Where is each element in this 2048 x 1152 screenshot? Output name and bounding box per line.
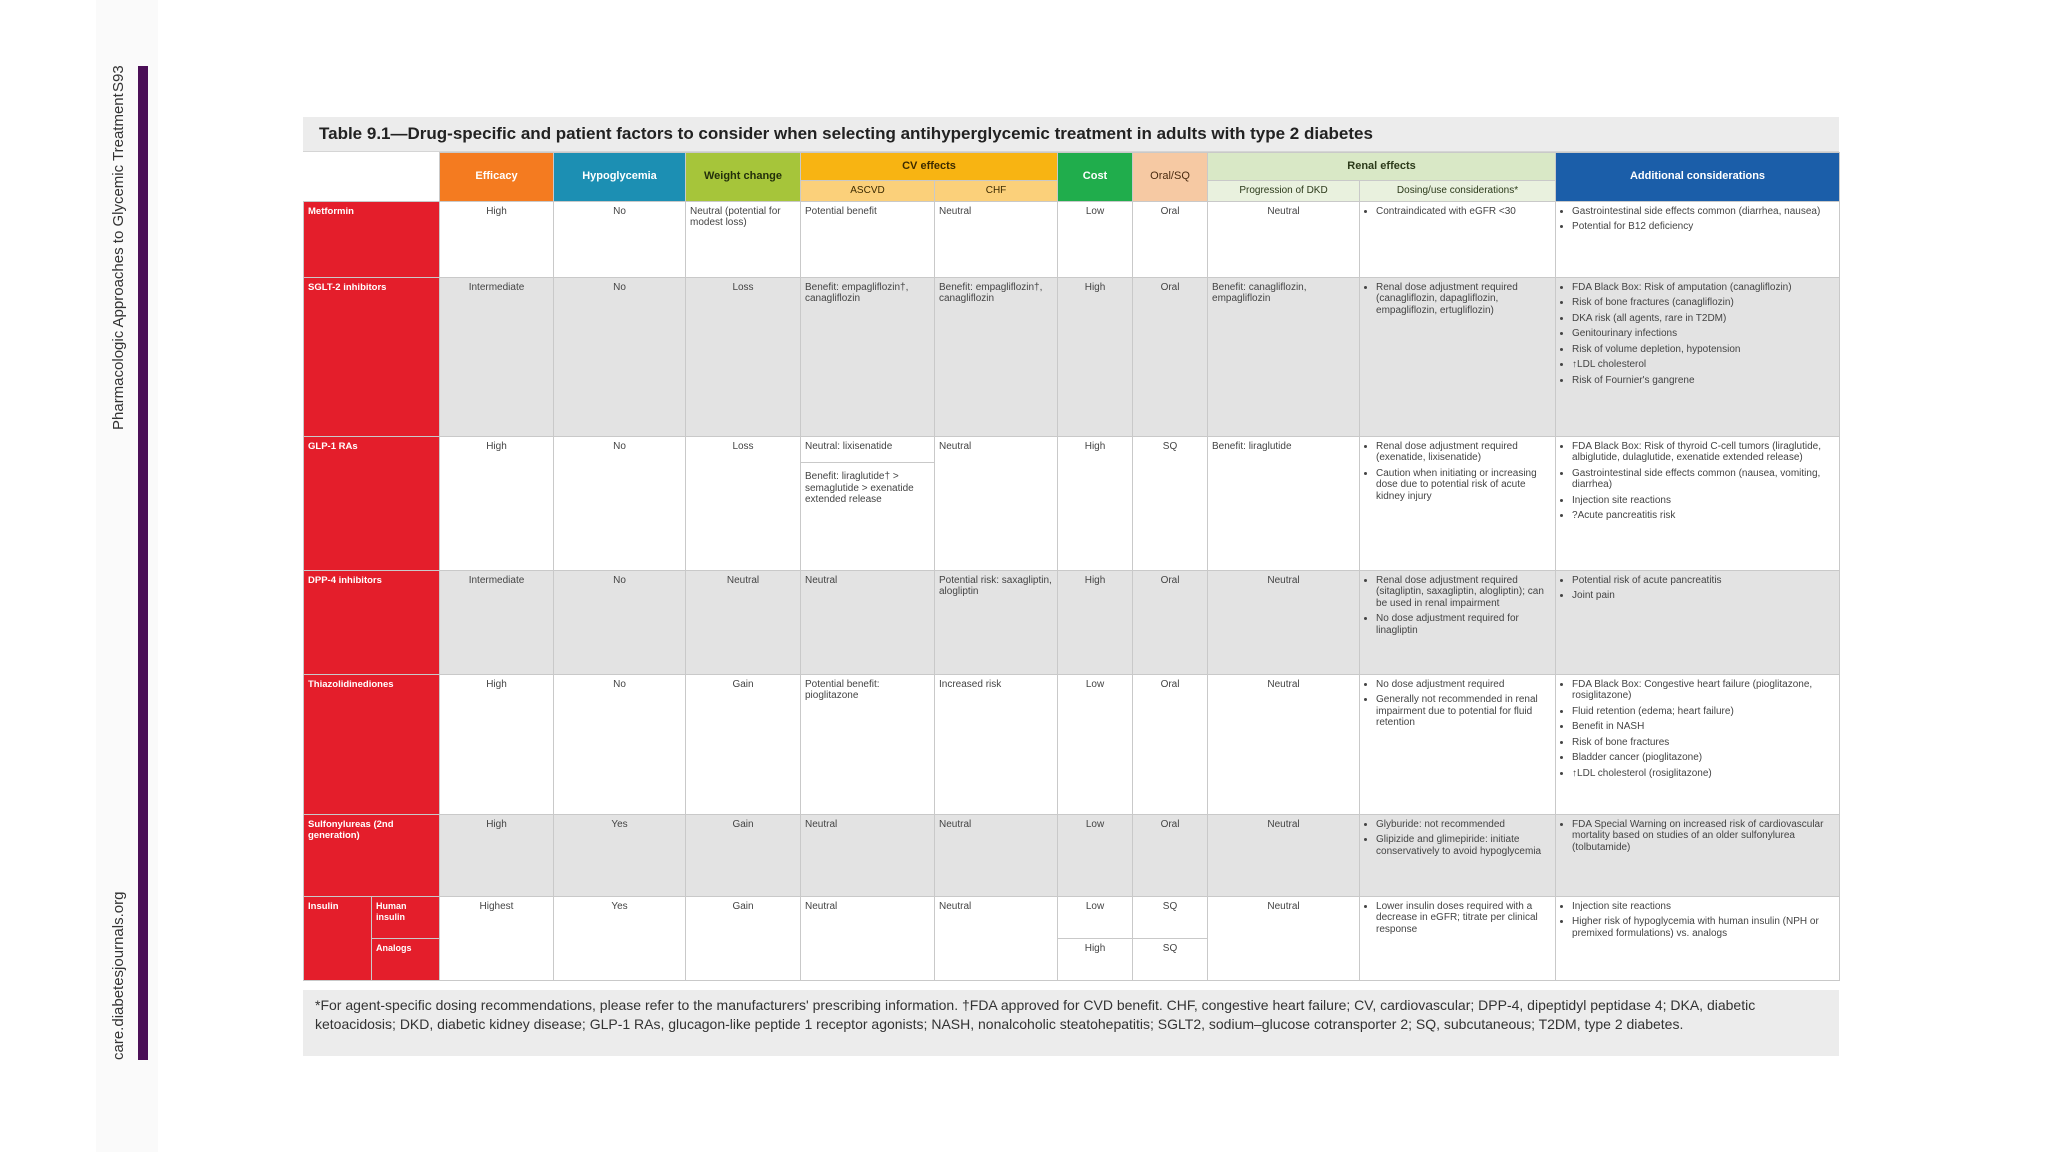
dosing-cell bbox=[1360, 896, 1556, 980]
dosing-item: • Renal dose adjustment required (canagliflozin, dapagliflozin, empagliflozin, ertugliflozin) bbox=[1376, 282, 1551, 317]
additional-item: • Risk of bone fractures bbox=[1572, 737, 1835, 749]
additional-item: • Potential for B12 deficiency bbox=[1572, 221, 1835, 233]
dosing-cell bbox=[1360, 674, 1556, 814]
table-row bbox=[304, 896, 1840, 938]
additional-item: • Risk of volume depletion, hypotension bbox=[1572, 344, 1835, 356]
efficacy-cell: High bbox=[440, 674, 554, 814]
header-weight-change: Weight change bbox=[686, 153, 801, 202]
table-row bbox=[304, 674, 1840, 814]
route-cell: Oral bbox=[1133, 814, 1208, 896]
table-row bbox=[304, 814, 1840, 896]
additional-item: • Higher risk of hypoglycemia with human insulin (NPH or premixed formulations) vs. analogs bbox=[1572, 916, 1835, 939]
dosing-item: • Contraindicated with eGFR <30 bbox=[1376, 206, 1551, 218]
header-renal-effects: Renal effects bbox=[1208, 153, 1556, 181]
header-cost: Cost bbox=[1058, 153, 1133, 202]
additional-item: • Injection site reactions bbox=[1572, 901, 1835, 913]
efficacy-cell: Intermediate bbox=[440, 277, 554, 436]
additional-item: • ?Acute pancreatitis risk bbox=[1572, 510, 1835, 522]
header-efficacy: Efficacy bbox=[440, 153, 554, 202]
progression-cell: Neutral bbox=[1208, 570, 1360, 674]
ascvd-cell: Neutral bbox=[801, 896, 935, 980]
drug-table bbox=[303, 117, 1839, 981]
sidebar-accent-bar bbox=[138, 66, 148, 1060]
dosing-cell bbox=[1360, 570, 1556, 674]
additional-cell bbox=[1556, 201, 1840, 277]
table-row bbox=[304, 277, 1840, 436]
efficacy-cell: High bbox=[440, 814, 554, 896]
ascvd-cell: Benefit: empagliflozin†, canagliflozin bbox=[801, 277, 935, 436]
insulin-subtype-analogs: Analogs bbox=[372, 938, 440, 980]
additional-item: • Injection site reactions bbox=[1572, 495, 1835, 507]
header-oral-sq: Oral/SQ bbox=[1133, 153, 1208, 202]
cost-cell: High bbox=[1058, 570, 1133, 674]
hypoglycemia-cell: Yes bbox=[554, 896, 686, 980]
cost-cell: Low bbox=[1058, 896, 1133, 938]
weight-cell: Gain bbox=[686, 814, 801, 896]
additional-cell bbox=[1556, 674, 1840, 814]
additional-item: • Joint pain bbox=[1572, 590, 1835, 602]
route-cell: SQ bbox=[1133, 938, 1208, 980]
drug-name: GLP-1 RAs bbox=[304, 436, 440, 570]
ascvd-cell bbox=[801, 436, 935, 570]
ascvd-neutral-text: Neutral: lixisenatide bbox=[805, 440, 893, 452]
progression-cell: Neutral bbox=[1208, 201, 1360, 277]
hypoglycemia-cell: No bbox=[554, 436, 686, 570]
chf-cell: Neutral bbox=[935, 896, 1058, 980]
drug-name: Sulfonylureas (2nd generation) bbox=[304, 814, 440, 896]
dosing-item: • Glipizide and glimepiride: initiate conservatively to avoid hypoglycemia bbox=[1376, 834, 1551, 857]
hypoglycemia-cell: No bbox=[554, 674, 686, 814]
drug-name: Thiazolidinediones bbox=[304, 674, 440, 814]
dosing-cell bbox=[1360, 814, 1556, 896]
weight-cell: Neutral (potential for modest loss) bbox=[686, 201, 801, 277]
header-additional: Additional considerations bbox=[1556, 153, 1840, 202]
route-cell: SQ bbox=[1133, 436, 1208, 570]
additional-item: • Risk of Fournier's gangrene bbox=[1572, 375, 1835, 387]
dosing-item: • Generally not recommended in renal impairment due to potential for fluid retention bbox=[1376, 694, 1551, 729]
chf-cell: Increased risk bbox=[935, 674, 1058, 814]
chf-cell: Benefit: empagliflozin†, canagliflozin bbox=[935, 277, 1058, 436]
table-footnote: *For agent-specific dosing recommendations, please refer to the manufacturers' prescribing information. †FDA approved for CVD benefit. CHF, congestive heart failure; CV, cardiovascular; DPP-4, dipeptidyl peptidase 4; DKA, diabetic ketoacidosis; DKD, diabetic kidney disease; GLP-1 RAs, glucagon-like peptide 1 receptor agonists; NASH, nonalcoholic steatohepatitis; SGLT2, sodium–glucose cotransporter 2; SQ, subcutaneous; T2DM, type 2 diabetes. bbox=[303, 990, 1839, 1056]
table-row bbox=[304, 201, 1840, 277]
additional-item: • Potential risk of acute pancreatitis bbox=[1572, 575, 1835, 587]
header-hypoglycemia: Hypoglycemia bbox=[554, 153, 686, 202]
sidebar-band bbox=[96, 0, 158, 1152]
cost-cell: High bbox=[1058, 277, 1133, 436]
running-head: Pharmacologic Approaches to Glycemic Treatment bbox=[110, 93, 127, 430]
ascvd-cell: Neutral bbox=[801, 570, 935, 674]
additional-item: • ↑LDL cholesterol bbox=[1572, 359, 1835, 371]
additional-item: • FDA Black Box: Congestive heart failure (pioglitazone, rosiglitazone) bbox=[1572, 679, 1835, 702]
additional-item: • ↑LDL cholesterol (rosiglitazone) bbox=[1572, 768, 1835, 780]
weight-cell: Loss bbox=[686, 436, 801, 570]
hypoglycemia-cell: Yes bbox=[554, 814, 686, 896]
cost-cell: Low bbox=[1058, 201, 1133, 277]
additional-item: • Fluid retention (edema; heart failure) bbox=[1572, 706, 1835, 718]
cost-cell: High bbox=[1058, 938, 1133, 980]
additional-item: • Bladder cancer (pioglitazone) bbox=[1572, 752, 1835, 764]
progression-cell: Neutral bbox=[1208, 674, 1360, 814]
dosing-item: • Renal dose adjustment required (sitagliptin, saxagliptin, alogliptin); can be used in renal impairment bbox=[1376, 575, 1551, 610]
route-cell: Oral bbox=[1133, 674, 1208, 814]
header-ascvd: ASCVD bbox=[801, 181, 935, 202]
additional-item: • Genitourinary infections bbox=[1572, 328, 1835, 340]
header-cv-effects: CV effects bbox=[801, 153, 1058, 181]
efficacy-cell: Highest bbox=[440, 896, 554, 980]
route-cell: Oral bbox=[1133, 570, 1208, 674]
weight-cell: Gain bbox=[686, 896, 801, 980]
additional-cell bbox=[1556, 570, 1840, 674]
hypoglycemia-cell: No bbox=[554, 201, 686, 277]
progression-cell: Neutral bbox=[1208, 896, 1360, 980]
hypoglycemia-cell: No bbox=[554, 570, 686, 674]
drug-name: SGLT-2 inhibitors bbox=[304, 277, 440, 436]
dosing-cell bbox=[1360, 436, 1556, 570]
additional-item: • DKA risk (all agents, rare in T2DM) bbox=[1572, 313, 1835, 325]
route-cell: Oral bbox=[1133, 201, 1208, 277]
route-cell: Oral bbox=[1133, 277, 1208, 436]
additional-cell bbox=[1556, 814, 1840, 896]
journal-url: care.diabetesjournals.org bbox=[110, 891, 127, 1060]
header-chf: CHF bbox=[935, 181, 1058, 202]
page-number: S93 bbox=[110, 65, 127, 92]
drug-name: Metformin bbox=[304, 201, 440, 277]
cost-cell: Low bbox=[1058, 814, 1133, 896]
insulin-subtype-human: Human insulin bbox=[372, 896, 440, 938]
dosing-item: • Glyburide: not recommended bbox=[1376, 819, 1551, 831]
additional-item: • Gastrointestinal side effects common (nausea, vomiting, diarrhea) bbox=[1572, 468, 1835, 491]
progression-cell: Neutral bbox=[1208, 814, 1360, 896]
dosing-item: • No dose adjustment required bbox=[1376, 679, 1551, 691]
additional-item: • Gastrointestinal side effects common (diarrhea, nausea) bbox=[1572, 206, 1835, 218]
route-cell: SQ bbox=[1133, 896, 1208, 938]
dosing-cell bbox=[1360, 277, 1556, 436]
drug-name: Insulin bbox=[304, 896, 372, 980]
additional-cell bbox=[1556, 436, 1840, 570]
header-progression-dkd: Progression of DKD bbox=[1208, 181, 1360, 202]
chf-cell: Neutral bbox=[935, 814, 1058, 896]
table-title: Table 9.1—Drug-specific and patient factors to consider when selecting antihyperglycemic treatment in adults with type 2 diabetes bbox=[303, 117, 1839, 152]
chf-cell: Neutral bbox=[935, 436, 1058, 570]
efficacy-cell: High bbox=[440, 201, 554, 277]
header-blank bbox=[304, 153, 440, 202]
chf-cell: Neutral bbox=[935, 201, 1058, 277]
drug-name: DPP-4 inhibitors bbox=[304, 570, 440, 674]
table-row bbox=[304, 436, 1840, 570]
dosing-item: • Renal dose adjustment required (exenatide, lixisenatide) bbox=[1376, 441, 1551, 464]
additional-item: • FDA Black Box: Risk of thyroid C-cell tumors (liraglutide, albiglutide, dulaglutide, exenatide extended release) bbox=[1572, 441, 1835, 464]
dosing-item: • Lower insulin doses required with a decrease in eGFR; titrate per clinical response bbox=[1376, 901, 1551, 936]
ascvd-benefit-text: Benefit: liraglutide† > semaglutide > exenatide extended release bbox=[801, 462, 934, 506]
ascvd-cell: Potential benefit: pioglitazone bbox=[801, 674, 935, 814]
ascvd-cell: Potential benefit bbox=[801, 201, 935, 277]
table-row bbox=[304, 570, 1840, 674]
additional-cell bbox=[1556, 277, 1840, 436]
header-dosing: Dosing/use considerations* bbox=[1360, 181, 1556, 202]
additional-item: • Risk of bone fractures (canagliflozin) bbox=[1572, 297, 1835, 309]
efficacy-cell: Intermediate bbox=[440, 570, 554, 674]
weight-cell: Gain bbox=[686, 674, 801, 814]
hypoglycemia-cell: No bbox=[554, 277, 686, 436]
dosing-item: • No dose adjustment required for linagliptin bbox=[1376, 613, 1551, 636]
additional-item: • FDA Black Box: Risk of amputation (canagliflozin) bbox=[1572, 282, 1835, 294]
chf-cell: Potential risk: saxagliptin, alogliptin bbox=[935, 570, 1058, 674]
additional-item: • FDA Special Warning on increased risk of cardiovascular mortality based on studies of an older sulfonylurea (tolbutamide) bbox=[1572, 819, 1835, 854]
additional-cell bbox=[1556, 896, 1840, 980]
weight-cell: Loss bbox=[686, 277, 801, 436]
cost-cell: Low bbox=[1058, 674, 1133, 814]
dosing-item: • Caution when initiating or increasing dose due to potential risk of acute kidney injury bbox=[1376, 468, 1551, 503]
efficacy-cell: High bbox=[440, 436, 554, 570]
weight-cell: Neutral bbox=[686, 570, 801, 674]
ascvd-cell: Neutral bbox=[801, 814, 935, 896]
drug-factors-table bbox=[303, 152, 1840, 981]
cost-cell: High bbox=[1058, 436, 1133, 570]
additional-item: • Benefit in NASH bbox=[1572, 721, 1835, 733]
dosing-cell bbox=[1360, 201, 1556, 277]
progression-cell: Benefit: canagliflozin, empagliflozin bbox=[1208, 277, 1360, 436]
progression-cell: Benefit: liraglutide bbox=[1208, 436, 1360, 570]
